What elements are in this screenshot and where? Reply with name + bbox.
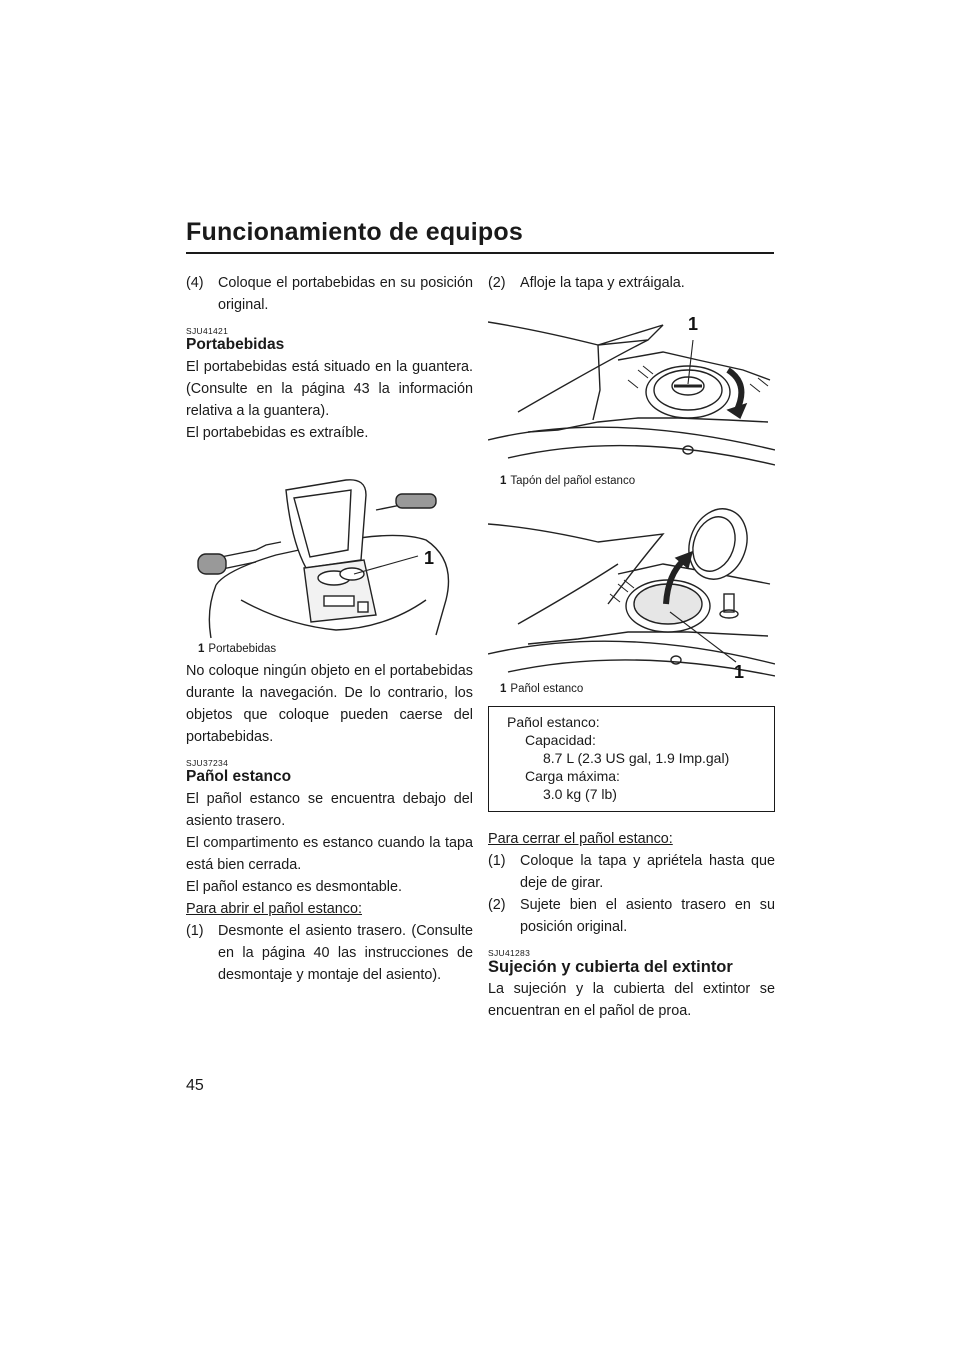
step-2 <box>488 272 775 294</box>
cup-holder-illustration <box>186 450 473 640</box>
spec-capacity-value: 8.7 L (2.3 US gal, 1.9 Imp.gal) <box>543 750 730 766</box>
caption-number: 1 <box>198 643 205 655</box>
spec-title: Pañol estanco: <box>507 714 600 730</box>
section-heading-portabebidas: Portabebidas <box>186 336 285 353</box>
figure-caption <box>186 642 473 656</box>
fig3-callout-number: 1 <box>734 662 745 680</box>
right-column <box>488 272 775 1022</box>
paragraph: El portabebidas es extraíble. <box>186 425 369 441</box>
step-2-close <box>488 894 775 938</box>
section-heading-panol-estanco: Pañol estanco <box>186 768 292 785</box>
left-column <box>186 272 473 986</box>
paragraph: El pañol estanco se encuentra debajo del asiento trasero. <box>186 791 473 829</box>
step-number: (1) <box>186 923 204 939</box>
paragraph: No coloque ningún objeto en el portabebidas durante la navegación. De lo contrario, los objetos que coloque pueden caerse del portabebidas. <box>186 663 473 745</box>
step-text: Sujete bien el asiento trasero en su posición original. <box>520 897 775 935</box>
section-heading-extintor: Sujeción y cubierta del extintor <box>488 958 733 976</box>
figure-cup-holder <box>186 450 473 656</box>
figure-storage-compartment <box>488 494 775 696</box>
title-rule <box>186 252 774 254</box>
page-title: Funcionamiento de equipos <box>186 218 523 246</box>
paragraph: El portabebidas está situado en la guantera. (Consulte en la página 43 la información relativa a la guantera). <box>186 359 473 419</box>
step-number: (4) <box>186 275 204 291</box>
step-1-close <box>488 850 775 894</box>
figure-caption <box>488 474 775 488</box>
caption-text: Portabebidas <box>208 643 277 655</box>
fig1-callout-number: 1 <box>424 548 435 568</box>
section-code: SJU41283 <box>488 948 531 958</box>
open-instructions-label: Para abrir el pañol estanco: <box>186 901 362 917</box>
fig2-callout-number: 1 <box>688 314 699 334</box>
step-4 <box>186 272 473 316</box>
step-text: Coloque el portabebidas en su posición original. <box>218 275 473 313</box>
caption-number: 1 <box>500 683 507 695</box>
step-number: (2) <box>488 275 506 291</box>
step-text: Coloque la tapa y apriétela hasta que deje de girar. <box>520 853 775 891</box>
caption-text: Pañol estanco <box>510 683 584 695</box>
spec-load-value: 3.0 kg (7 lb) <box>543 786 617 802</box>
step-number: (2) <box>488 897 506 913</box>
section-code: SJU37234 <box>186 758 229 768</box>
step-text: Desmonte el asiento trasero. (Consulte en la página 40 las instrucciones de desmontaje y montaje del asiento). <box>218 923 473 983</box>
caption-text: Tapón del pañol estanco <box>510 475 636 487</box>
section-code: SJU41421 <box>186 326 229 336</box>
figure-caption <box>488 682 775 696</box>
page-number: 45 <box>186 1077 204 1094</box>
spec-box <box>488 706 775 812</box>
figure-storage-cap <box>488 300 775 488</box>
close-instructions-label: Para cerrar el pañol estanco: <box>488 831 673 847</box>
caption-number: 1 <box>500 475 507 487</box>
storage-cap-illustration <box>488 300 775 472</box>
paragraph: El compartimento es estanco cuando la tapa está bien cerrada. <box>186 835 473 873</box>
step-number: (1) <box>488 853 506 869</box>
storage-compartment-illustration <box>488 494 775 680</box>
paragraph: La sujeción y la cubierta del extintor se encuentran en el pañol de proa. <box>488 981 775 1019</box>
step-1-open <box>186 920 473 986</box>
spec-capacity-label: Capacidad: <box>525 732 596 748</box>
paragraph: El pañol estanco es desmontable. <box>186 879 403 895</box>
step-text: Afloje la tapa y extráigala. <box>520 275 685 291</box>
spec-load-label: Carga máxima: <box>525 768 620 784</box>
